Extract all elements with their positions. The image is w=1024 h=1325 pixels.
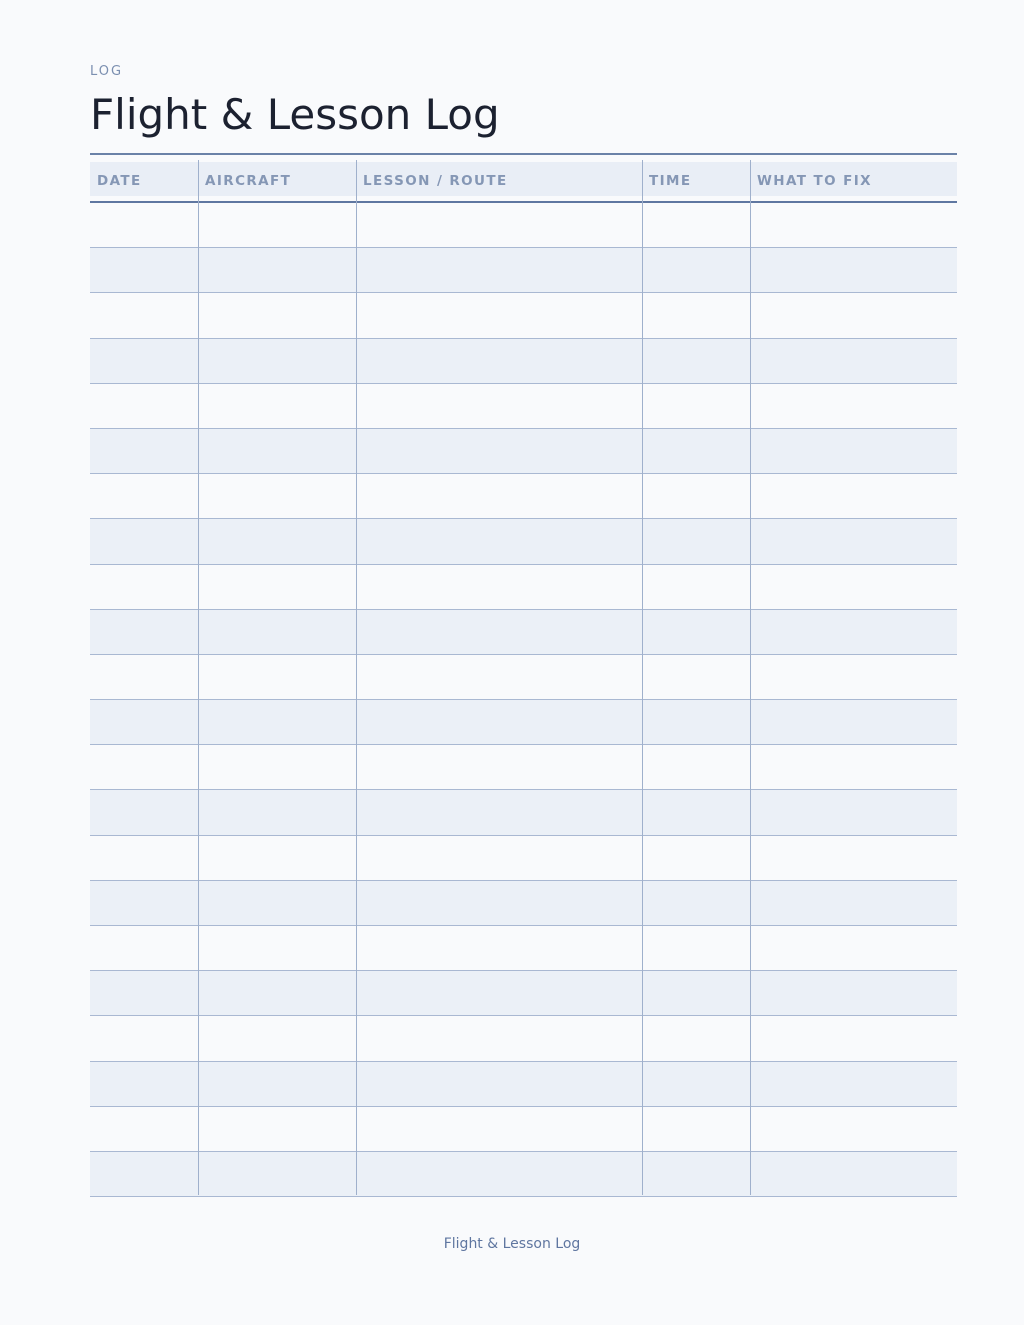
table-row — [90, 881, 957, 926]
column-header-time: TIME — [649, 173, 692, 189]
table-header-row — [90, 155, 957, 203]
column-header-aircraft: AIRCRAFT — [205, 173, 292, 189]
page-footer: Flight & Lesson Log — [443, 1236, 581, 1252]
column-divider — [750, 160, 751, 1195]
table-row — [90, 1062, 957, 1107]
table-row — [90, 1107, 957, 1152]
table-row — [90, 700, 957, 745]
column-header-date: DATE — [97, 173, 142, 189]
table-row — [90, 745, 957, 790]
table-row — [90, 474, 957, 519]
table-row — [90, 429, 957, 474]
table-row — [90, 1016, 957, 1061]
table-row — [90, 926, 957, 971]
column-header-what-to-fix: WHAT TO FIX — [757, 173, 872, 189]
table-row — [90, 293, 957, 338]
column-divider — [198, 160, 199, 1195]
table-row — [90, 971, 957, 1016]
table-row — [90, 655, 957, 700]
column-divider — [642, 160, 643, 1195]
table-row — [90, 790, 957, 835]
table-row — [90, 836, 957, 881]
log-eyebrow: LOG — [90, 64, 124, 79]
log-table — [90, 153, 957, 1197]
table-row — [90, 339, 957, 384]
page-title: Flight & Lesson Log — [90, 90, 500, 139]
table-row — [90, 384, 957, 429]
table-row — [90, 203, 957, 248]
table-row — [90, 519, 957, 564]
table-row — [90, 1152, 957, 1197]
table-body — [90, 203, 957, 1197]
table-row — [90, 565, 957, 610]
table-row — [90, 248, 957, 293]
column-divider — [356, 160, 357, 1195]
column-header-lesson-route: LESSON / ROUTE — [363, 173, 508, 189]
table-row — [90, 610, 957, 655]
